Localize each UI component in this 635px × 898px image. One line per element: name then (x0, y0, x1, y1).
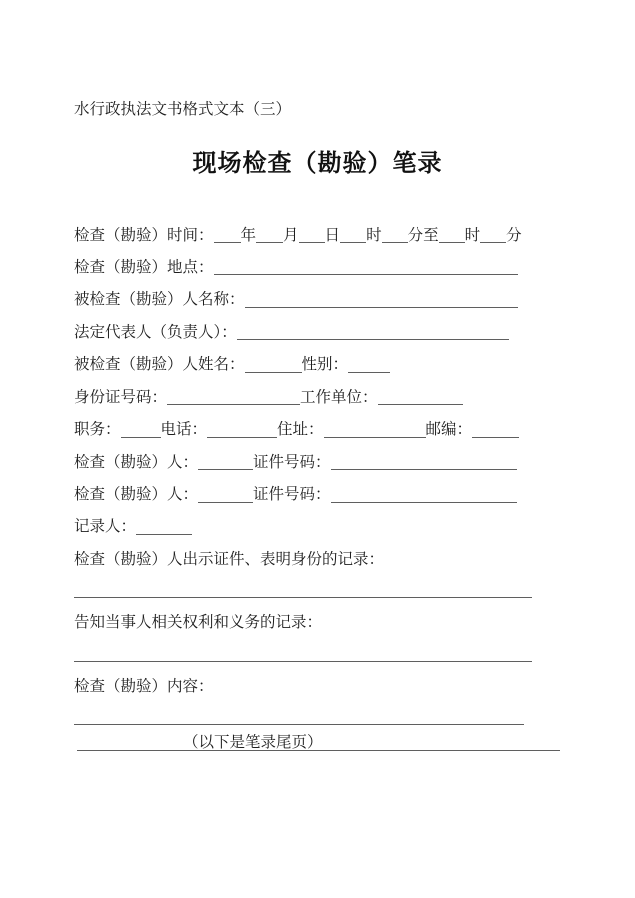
field-label: 分 (506, 226, 522, 244)
form-line (74, 447, 549, 479)
field-label: 分至 (407, 226, 439, 244)
field-label: 检查（勘验）人： (74, 453, 199, 471)
field-label: 时 (464, 226, 481, 244)
form-line (74, 349, 549, 381)
field-label: 身份证号码： (74, 388, 168, 406)
blank-field (198, 486, 253, 503)
field-label: 证件号码： (253, 453, 331, 471)
field-label: 证件号码： (253, 486, 331, 503)
field-label: 法定代表人（负责人）： (74, 323, 237, 341)
field-label: 性别： (301, 356, 349, 374)
blank-field (378, 389, 463, 406)
answer-line (74, 597, 532, 598)
blank-field (480, 227, 506, 244)
document-subtitle: 水行政执法文书格式文本（三） (74, 101, 292, 118)
field-label: 年 (240, 226, 257, 244)
field-label: 月 (283, 226, 299, 244)
blank-field (331, 454, 517, 471)
field-label: 时 (366, 226, 382, 244)
field-label: 日 (324, 226, 341, 244)
form-line (74, 511, 549, 543)
blank-field (245, 356, 302, 373)
footer-note: （以下是笔录尾页） (183, 734, 323, 752)
blank-field (121, 421, 161, 438)
blank-field (167, 389, 300, 406)
blank-field (348, 356, 390, 373)
form-body (74, 220, 549, 752)
blank-field (299, 227, 325, 244)
answer-line (74, 661, 532, 662)
field-label: 检查（勘验）时间： (74, 226, 214, 244)
page-title: 现场检查（勘验）笔录 (192, 150, 443, 177)
blank-field (237, 324, 509, 341)
field-label: 工作单位： (300, 388, 378, 406)
form-line (74, 544, 549, 576)
blank-field (136, 518, 192, 535)
form-line (74, 252, 549, 284)
blank-field (439, 227, 465, 244)
form-line (74, 414, 549, 446)
field-label: 检查（勘验）人： (74, 486, 199, 503)
blank-field (472, 421, 519, 438)
field-label: 住址： (277, 421, 324, 439)
field-label: 告知当事人相关权利和义务的记录： (74, 614, 323, 632)
form-line (74, 607, 549, 639)
field-label: 电话： (160, 421, 208, 439)
answer-line (74, 724, 524, 725)
field-label: 被检查（勘验）人名称： (74, 291, 245, 309)
blank-field (245, 291, 518, 308)
blank-field (198, 454, 253, 471)
field-label: 检查（勘验）人出示证件、表明身份的记录： (74, 550, 385, 568)
field-label: 检查（勘验）内容： (74, 677, 214, 695)
form-line (74, 317, 549, 349)
footer-line (77, 734, 560, 751)
blank-field (214, 259, 518, 276)
form-line (74, 479, 549, 511)
blank-field (207, 421, 277, 438)
blank-field (340, 227, 366, 244)
field-label: 职务： (74, 421, 121, 439)
field-label: 记录人： (74, 518, 137, 536)
form-line (74, 284, 549, 316)
field-label: 邮编： (425, 421, 473, 439)
blank-field (324, 421, 426, 438)
blank-field (382, 227, 408, 244)
form-line (74, 220, 549, 252)
field-label: 被检查（勘验）人姓名： (74, 356, 245, 374)
form-line (74, 382, 549, 414)
form-line (74, 671, 549, 703)
blank-field (214, 227, 241, 244)
blank-field (256, 227, 283, 244)
field-label: 检查（勘验）地点： (74, 258, 214, 276)
blank-field (331, 486, 517, 503)
